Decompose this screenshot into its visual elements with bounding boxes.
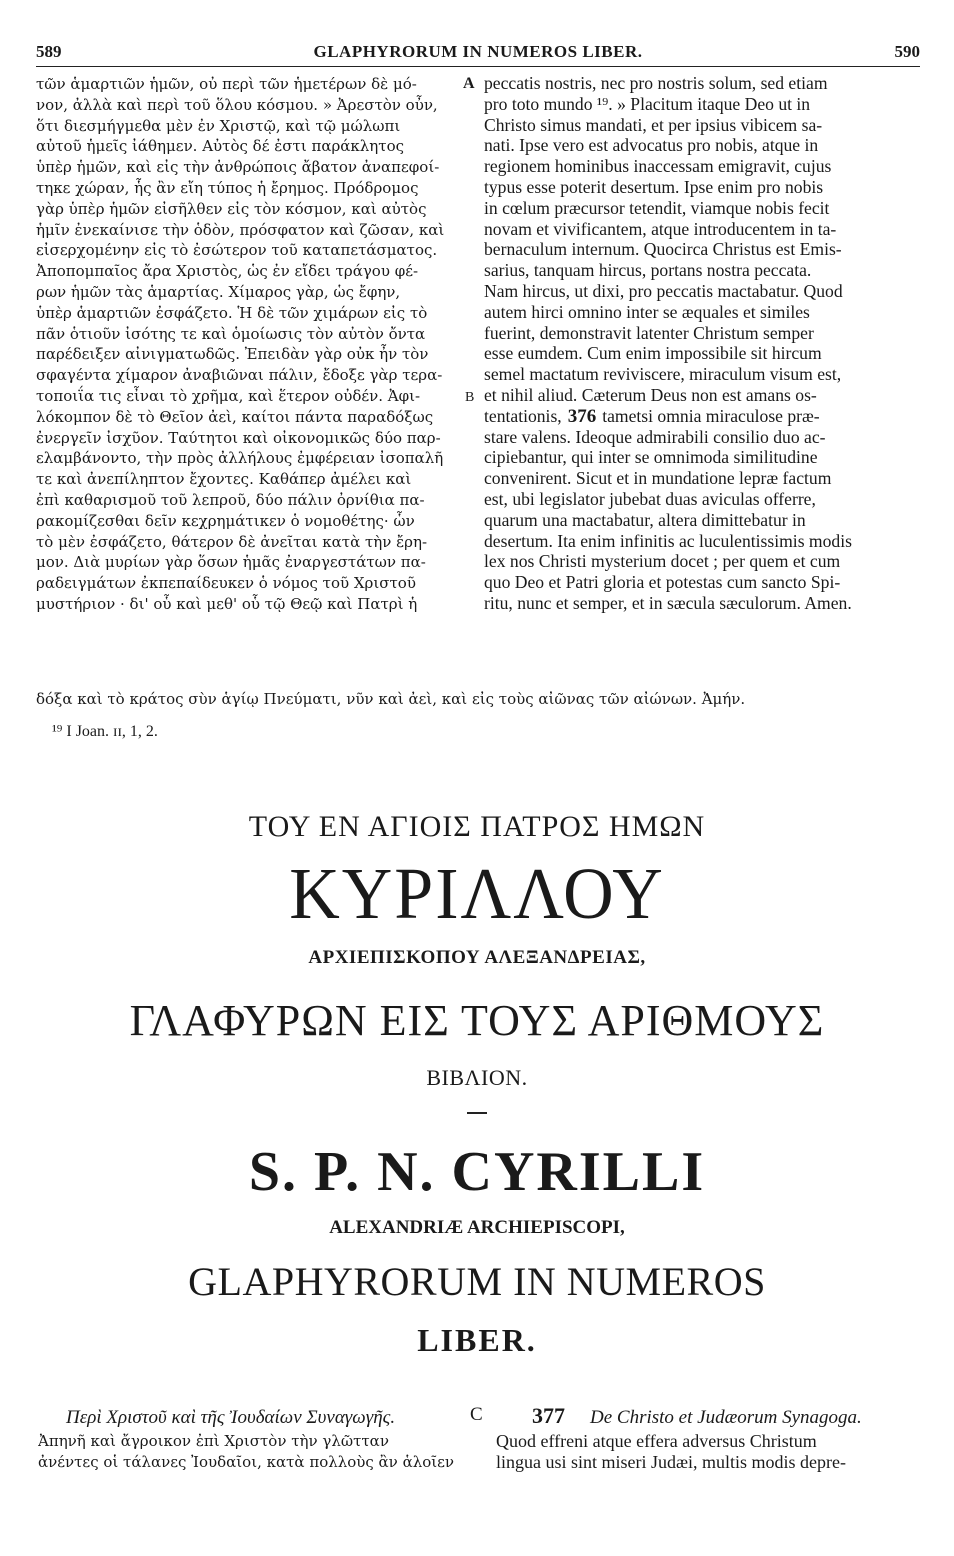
text-line: semel mactatum reviviscere, miraculum visum est, xyxy=(484,364,842,385)
header-rule xyxy=(36,66,920,67)
text-line: lex nos Christi mysterium docet ; per quem et cum xyxy=(484,551,841,572)
text-line: νον, ἀλλὰ καὶ περὶ τοῦ ὅλου κόσμου. » Ἀρεστὸν οὖν, xyxy=(36,95,438,114)
text-line: μυστήριον · δι' οὗ καὶ μεθ' οὗ τῷ Θεῷ καὶ Πατρὶ ἡ xyxy=(36,594,418,613)
title-archbishop-greek: ΑΡΧΙΕΠΙΣΚΟΠΟΥ ΑΛΕΞΑΝΔΡΕΙΑΣ, xyxy=(308,947,646,968)
text-line: regionem hominibus inaccessam emigravit, cujus xyxy=(484,156,832,177)
text-line: stare valens. Ideoque admirabili consilio duo ac- xyxy=(484,426,826,447)
text-line: γὰρ ὑπὲρ ἡμῶν εἰσῆλθεν εἰς τὸν κόσμον, καὶ αὐτὸς xyxy=(36,199,427,218)
text-line: ἐπὶ καθαρισμοῦ τοῦ λεπροῦ, δύο πάλιν ὀρνίθια πα- xyxy=(36,490,425,509)
text-line: ἀνέντες οἱ τάλανες Ἰουδαῖοι, κατὰ πολλοὺς ἂν ἁλοῖεν xyxy=(38,1453,455,1471)
text-line: σφαγέντα χίμαρον ἀναβιῶναι πάλιν, ἔδοξε γὰρ τερα- xyxy=(36,366,443,385)
text-fragment: tentationis, xyxy=(484,405,562,426)
title-archbishop-latin: ALEXANDRIÆ ARCHIEPISCOPI, xyxy=(329,1217,625,1238)
text-line: τηκε χώραν, ἧς ἂν εἴη τύπος ἡ ἔρημος. Πρόδρομος xyxy=(36,178,419,197)
title-divider xyxy=(467,1112,487,1114)
text-line: παρέδειξεν αἰνιγματωδῶς. Ἐπειδὰν γὰρ οὐκ ἦν τὸν xyxy=(36,345,429,364)
running-title: GLAPHYRORUM IN NUMEROS LIBER. xyxy=(313,42,643,61)
text-line: τε καὶ ἀνεπίληπτον ἔχοντες. Καθάπερ ἀμέλει καὶ xyxy=(36,470,412,489)
text-line: convenirent. Sicut et in mundatione lepræ factum xyxy=(484,468,832,489)
text-line: esse eumdem. Cum enim impossibile sit hircum xyxy=(484,343,822,364)
text-line: λόκομπον δὲ τὸ Θεῖον ἀεὶ, καίτοι πάντα παραδόξως xyxy=(36,407,434,426)
latin-column xyxy=(484,73,924,614)
text-line: nati. Ipse vero est advocatus pro nobis, atque in xyxy=(484,135,819,156)
text-line: Quod effreni atque effera adversus Christum xyxy=(496,1431,817,1451)
text-line: lingua usi sint miseri Judæi, multis modis depre- xyxy=(496,1452,846,1472)
text-line: ritu, nunc et semper, et in sæcula sæculorum. Amen. xyxy=(484,592,852,613)
section-latin-text xyxy=(496,1431,926,1473)
text-line: est, ubi legislator jubebat duas aviculas offerre, xyxy=(484,488,816,509)
marker-b: B xyxy=(465,390,475,405)
section-heading-latin: De Christo et Judæorum Synagoga. xyxy=(590,1407,862,1428)
text-line: τοποιΐα τις εἶναι τὸ χρῆμα, καὶ ἕτερον οὐδέν. Ἀφι- xyxy=(36,386,421,405)
text-line: autem hirci omnino inter se æquales et similes xyxy=(484,301,810,322)
text-line: peccatis nostris, nec pro nostris solum, sed etiam xyxy=(484,73,828,93)
text-line: πᾶν ὁτιοῦν ἰσότης τε καὶ ὁμοίωσις τὸν αὐτὸν ὄντα xyxy=(36,324,426,343)
title-work-greek: ΓΛΑΦΥΡΩΝ ΕΙΣ ΤΟΥΣ ΑΡΙΘΜΟΥΣ xyxy=(129,996,825,1045)
text-line: fuerint, demonstravit latenter Christum semper xyxy=(484,322,814,343)
text-line: ὑπὲρ ἁμαρτιῶν ἐσφάζετο. Ἡ δὲ τῶν χιμάρων εἰς τὸ xyxy=(36,303,428,322)
text-line: ἡμῖν ἐνεκαίνισε τὴν ὁδὸν, πρόσφατον καὶ ζῶσαν, καὶ xyxy=(36,220,445,239)
text-line xyxy=(484,406,924,427)
marker-a: A xyxy=(463,75,475,92)
text-line: ὅτι διεσμήγμεθα μὲν ἐν Χριστῷ, καὶ τῷ μώλωπι xyxy=(36,116,401,135)
greek-column xyxy=(36,74,464,615)
title-work-latin: GLAPHYRORUM IN NUMEROS xyxy=(188,1259,766,1304)
page-number-right: 590 xyxy=(894,42,920,61)
text-line: in cœlum præcursor tetendit, viamque nobis fecit xyxy=(484,197,830,218)
text-line: pro toto mundo ¹⁹. » Placitum itaque Deo ut in xyxy=(484,93,811,114)
page-number-left: 589 xyxy=(36,42,62,61)
column-number-376: 376 xyxy=(567,405,597,427)
text-line: Ἀπηνῆ καὶ ἄγροικον ἐπὶ Χριστὸν τὴν γλῶτταν xyxy=(38,1432,389,1450)
text-line: typus esse poterit desertum. Ipse enim pro nobis xyxy=(484,176,824,197)
text-line: μον. Διὰ μυρίων γὰρ ὅσων ἡμᾶς ἐναργεστάτων πα- xyxy=(36,553,426,572)
text-line: Christo simus mandati, et per ipsius vibicem sa- xyxy=(484,114,823,135)
footnote: ¹⁹ I Joan. ɪɪ, 1, 2. xyxy=(52,723,158,740)
text-line: bernaculum internum. Quocirca Christus est Emis- xyxy=(484,239,842,260)
title-book-greek: ΒΙΒΛΙΟΝ. xyxy=(426,1065,528,1090)
text-line: et nihil aliud. Cæterum Deus non est amans os- xyxy=(484,384,817,405)
text-line: ἐνεργεῖν ἰσχῦον. Ταύτητοι καὶ οἰκονομικῶς δύο παρ- xyxy=(36,428,441,447)
text-line: ραδειγμάτων ἐκπεπαίδευκεν ὁ νόμος τοῦ Χριστοῦ xyxy=(36,574,416,593)
text-line: ρων ἡμῶν τὰς ἁμαρτίας. Χίμαρος γὰρ, ὡς ἔφην, xyxy=(36,282,401,301)
text-line: αὐτοῦ ἡμεῖς ἰάθημεν. Αὐτὸς δέ ἐστι παράκλητος xyxy=(36,137,405,156)
text-line: quo Deo et Patri gloria et potestas cum sancto Spi- xyxy=(484,572,841,593)
section-greek-text xyxy=(38,1431,468,1473)
text-line: novam et vivificantem, atque introducentem in ta- xyxy=(484,218,837,239)
text-line: εἰσερχομένην εἰς τὸ ἐσώτερον τοῦ καταπετάσματος. xyxy=(36,241,438,260)
text-line: quarum una mactabatur, altera dimittebatur in xyxy=(484,509,806,530)
title-line-1: ΤΟΥ ΕΝ ΑΓΙΟΙΣ ΠΑΤΡΟΣ ΗΜΩΝ xyxy=(248,810,706,843)
text-line: Nam hircus, ut dixi, pro peccatis mactabatur. Quod xyxy=(484,280,843,301)
section-heading-greek: Περὶ Χριστοῦ καὶ τῆς Ἰουδαίων Συναγωγῆς. xyxy=(66,1407,396,1428)
text-line: sarius, tanquam hircus, portans nostra peccata. xyxy=(484,260,812,281)
column-number-377: 377 xyxy=(532,1403,565,1428)
text-line: cipiebantur, qui inter se omnimoda similitudine xyxy=(484,447,818,468)
text-line: Ἀποπομπαῖος ἄρα Χριστὸς, ὡς ἐν εἴδει τράγου φέ- xyxy=(36,262,419,281)
text-fragment: tametsi omnia miraculose præ- xyxy=(602,405,820,426)
text-line: ρακομίζεσθαι δεῖν κεχρημάτικεν ὁ νομοθέτης· ὧν xyxy=(36,511,415,530)
title-book-latin: LIBER. xyxy=(417,1322,537,1358)
running-header xyxy=(36,42,920,66)
text-line: τὸ μὲν ἐσφάζετο, θάτερον δὲ ἀνεῖται κατὰ τὴν ἔρη- xyxy=(36,532,428,551)
text-line: desertum. Ita enim infinitis ac luculentissimis modis xyxy=(484,530,852,551)
doxology-line: δόξα καὶ τὸ κράτος σὺν ἁγίῳ Πνεύματι, νῦν καὶ ἀεὶ, καὶ εἰς τοὺς αἰῶνας τῶν αἰώνων. Ἀμήν. xyxy=(36,690,746,708)
text-line: τῶν ἁμαρτιῶν ἡμῶν, οὐ περὶ τῶν ἡμετέρων δὲ μό- xyxy=(36,75,417,93)
title-author-greek: ΚΥΡΙΛΛΟΥ xyxy=(289,854,665,935)
marker-c: C xyxy=(470,1404,483,1425)
title-author-latin: S. P. N. CYRILLI xyxy=(248,1141,706,1203)
text-line: ελαμβάνοντο, τὴν πρὸς ἀλλήλους ἐμφέρειαν ἰσοπαλῆ xyxy=(36,449,444,468)
text-line: ὑπὲρ ἡμῶν, καὶ εἰς τὴν ἀνθρώποις ἄβατον ἀναπεφοί- xyxy=(36,158,440,177)
